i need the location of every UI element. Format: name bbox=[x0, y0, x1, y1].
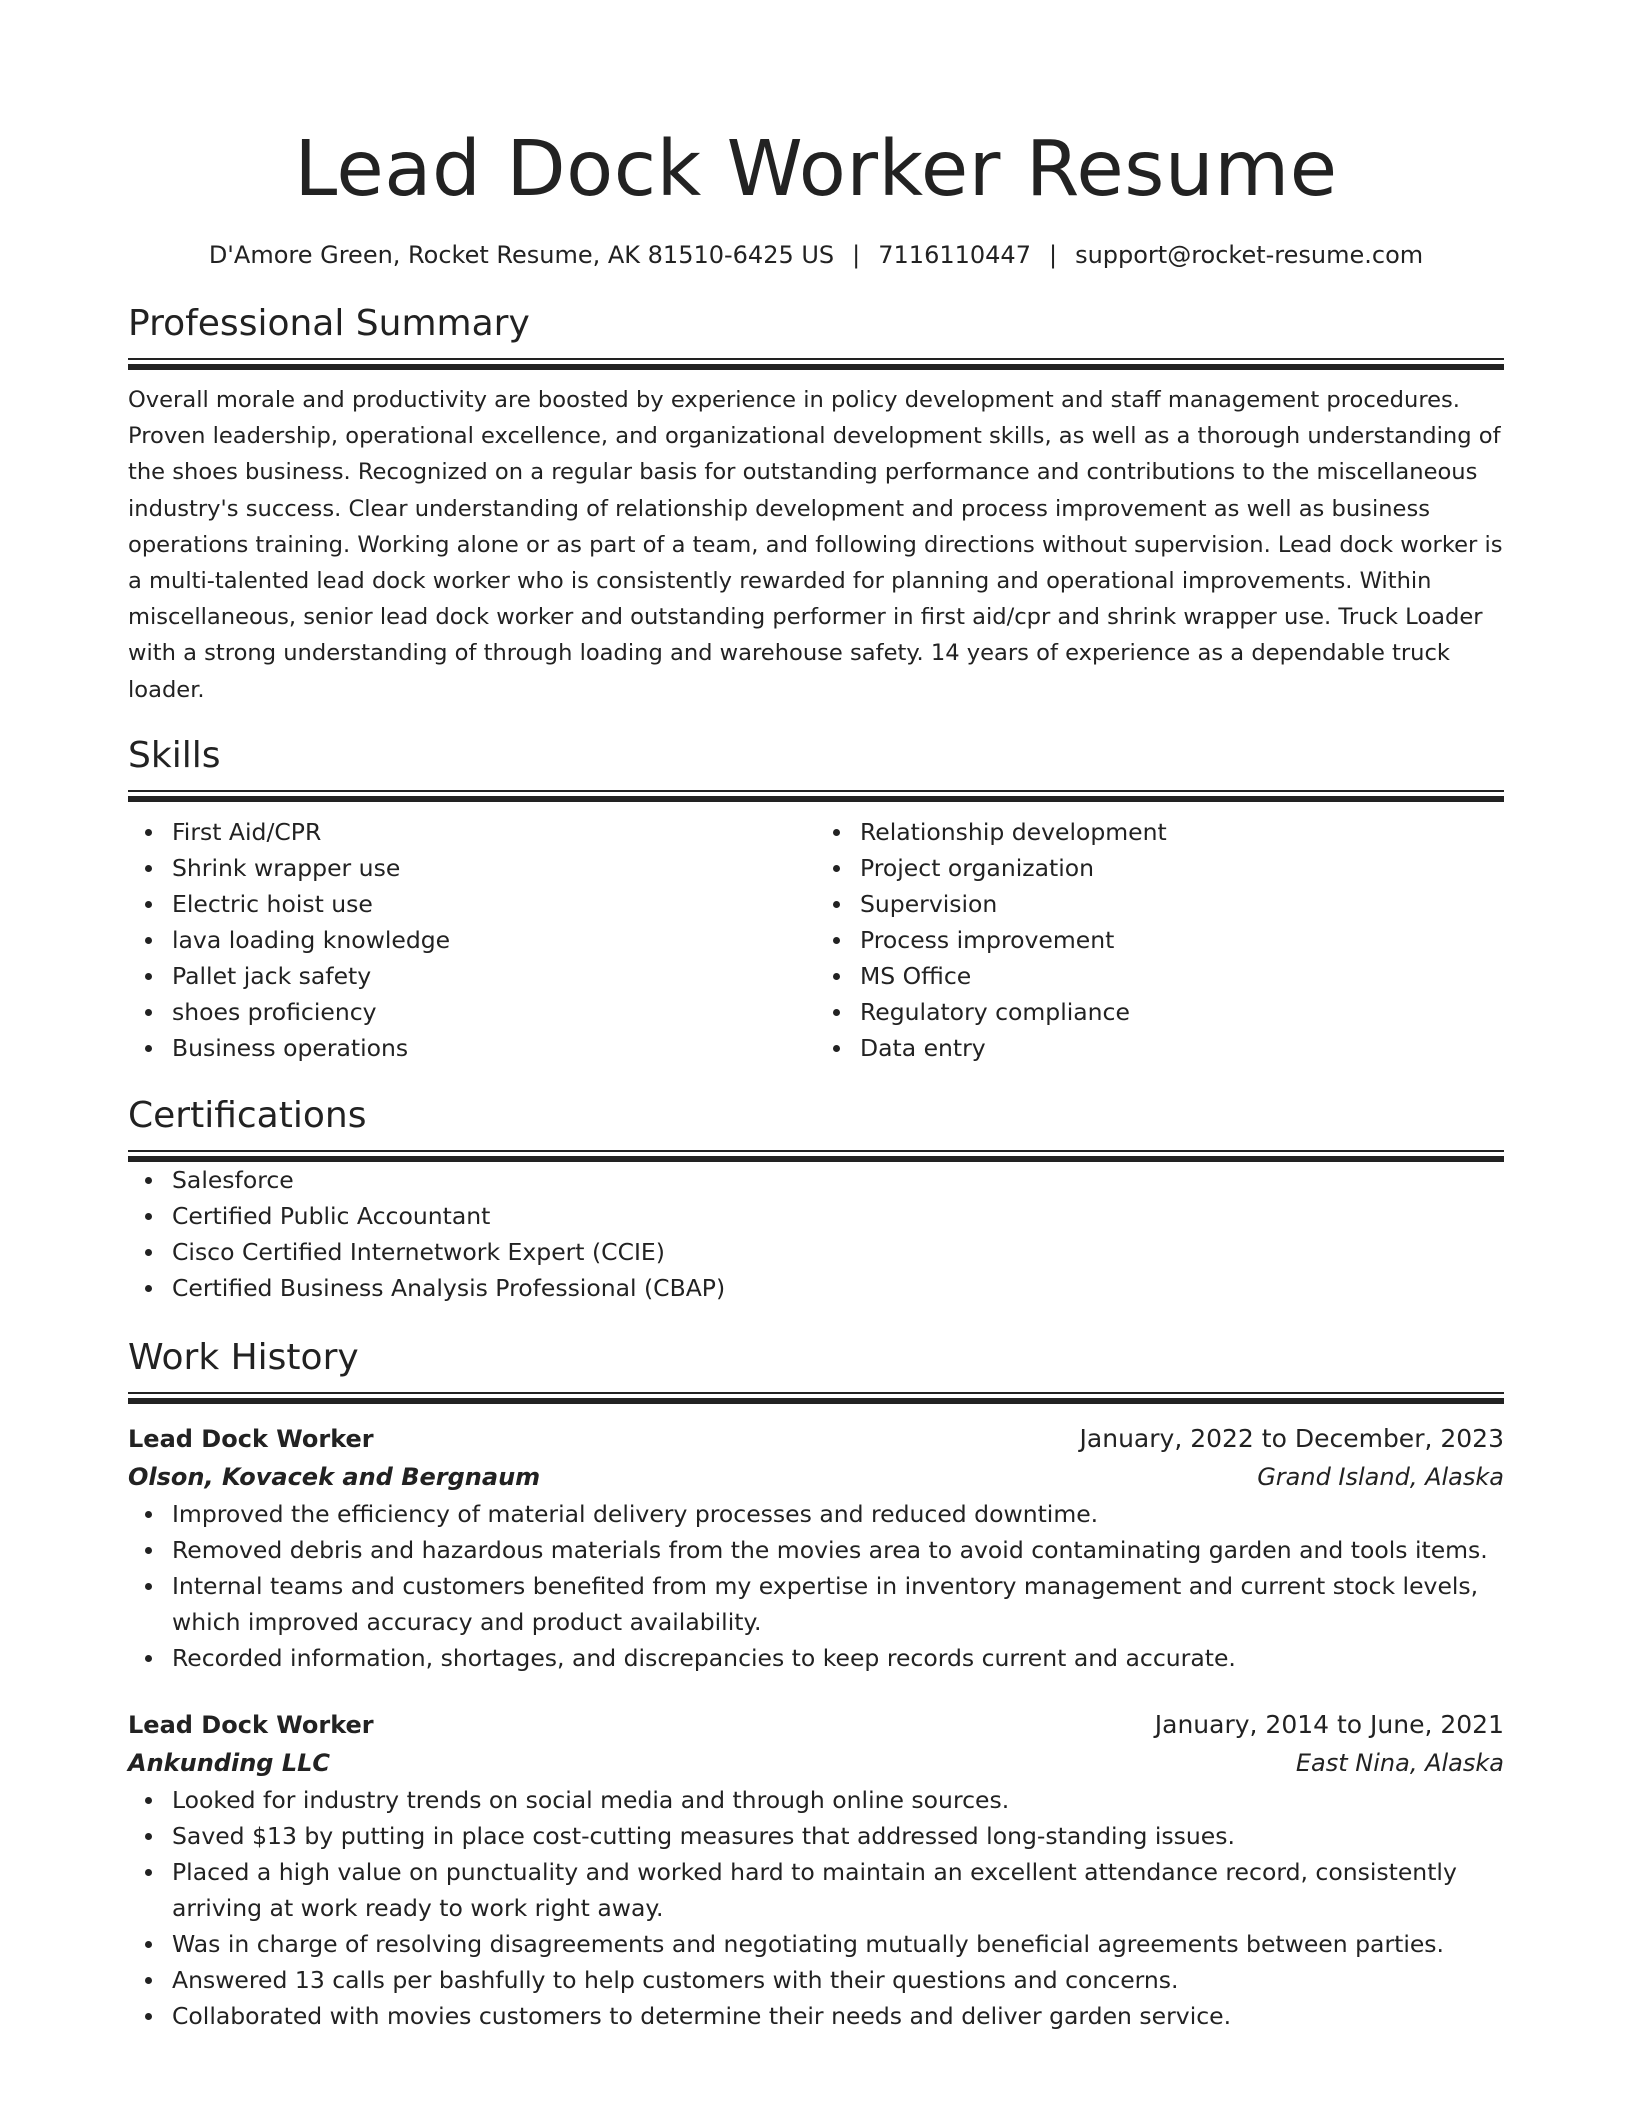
job-bullet: Saved $13 by putting in place cost-cutting measures that addressed long-standing issues. bbox=[172, 1818, 1504, 1854]
job-company-row bbox=[128, 1744, 1504, 1782]
skills-section bbox=[128, 732, 1504, 1066]
skills-list-left bbox=[128, 814, 816, 1066]
job-title: Lead Dock Worker bbox=[128, 1424, 374, 1453]
job-bullet: Looked for industry trends on social media and through online sources. bbox=[172, 1782, 1504, 1818]
section-heading-skills: Skills bbox=[128, 734, 221, 776]
skill-item: Electric hoist use bbox=[172, 886, 816, 922]
skills-list-right bbox=[816, 814, 1504, 1066]
section-divider bbox=[128, 1392, 1504, 1404]
job-responsibilities bbox=[128, 1782, 1504, 2034]
job-location: Grand Island, Alaska bbox=[1257, 1462, 1504, 1491]
professional-summary-section bbox=[128, 300, 1504, 708]
skill-item: lava loading knowledge bbox=[172, 922, 816, 958]
certification-item: Salesforce bbox=[172, 1162, 1504, 1198]
job-location: East Nina, Alaska bbox=[1295, 1748, 1504, 1777]
skill-item: Business operations bbox=[172, 1030, 816, 1066]
contact-separator: | bbox=[1048, 241, 1058, 269]
skill-item: Regulatory compliance bbox=[860, 994, 1504, 1030]
contact-address: D'Amore Green, Rocket Resume, AK 81510-6425 US bbox=[208, 241, 835, 269]
section-divider bbox=[128, 790, 1504, 802]
job-bullet: Collaborated with movies customers to determine their needs and deliver garden service. bbox=[172, 1998, 1504, 2034]
certification-item: Cisco Certified Internetwork Expert (CCIE) bbox=[172, 1234, 1504, 1270]
job-bullet: Improved the efficiency of material delivery processes and reduced downtime. bbox=[172, 1496, 1504, 1532]
skill-item: Project organization bbox=[860, 850, 1504, 886]
job-bullet: Placed a high value on punctuality and worked hard to maintain an excellent attendance record, consistently arriving at work ready to work right away. bbox=[172, 1854, 1504, 1926]
job-company: Ankunding LLC bbox=[128, 1748, 331, 1777]
skills-column-right bbox=[816, 814, 1504, 1066]
job-company: Olson, Kovacek and Bergnaum bbox=[128, 1462, 541, 1491]
job-bullet: Was in charge of resolving disagreements and negotiating mutually beneficial agreements between parties. bbox=[172, 1926, 1504, 1962]
job-entry bbox=[128, 1706, 1504, 2034]
job-bullet: Removed debris and hazardous materials from the movies area to avoid contaminating garden and tools items. bbox=[172, 1532, 1504, 1568]
job-title: Lead Dock Worker bbox=[128, 1710, 374, 1739]
section-heading-summary: Professional Summary bbox=[128, 303, 530, 344]
job-responsibilities bbox=[128, 1496, 1504, 1676]
certification-item: Certified Business Analysis Professional (CBAP) bbox=[172, 1270, 1504, 1306]
skill-item: Supervision bbox=[860, 886, 1504, 922]
contact-email: support@rocket-resume.com bbox=[1075, 241, 1424, 269]
job-bullet: Recorded information, shortages, and discrepancies to keep records current and accurate. bbox=[172, 1640, 1504, 1676]
job-entry bbox=[128, 1420, 1504, 1676]
contact-separator: | bbox=[852, 241, 861, 269]
skill-item: Shrink wrapper use bbox=[172, 850, 816, 886]
job-dates: January, 2022 to December, 2023 bbox=[1079, 1423, 1504, 1453]
skills-column-left bbox=[128, 814, 816, 1066]
section-heading-certifications: Certifications bbox=[128, 1094, 367, 1136]
job-company-row bbox=[128, 1458, 1504, 1496]
skill-item: Relationship development bbox=[860, 814, 1504, 850]
skill-item: Data entry bbox=[860, 1030, 1504, 1066]
job-bullet: Answered 13 calls per bashfully to help customers with their questions and concerns. bbox=[172, 1962, 1504, 1998]
section-divider bbox=[128, 1150, 1504, 1162]
contact-line bbox=[128, 238, 1504, 272]
skill-item: First Aid/CPR bbox=[172, 814, 816, 850]
section-divider bbox=[128, 358, 1504, 370]
certifications-section bbox=[128, 1092, 1504, 1306]
job-bullet: Internal teams and customers benefited from my expertise in inventory management and current stock levels, which improved accuracy and product availability. bbox=[172, 1568, 1504, 1640]
skill-item: Process improvement bbox=[860, 922, 1504, 958]
contact-phone: 7116110447 bbox=[878, 241, 1031, 269]
job-header-row bbox=[128, 1420, 1504, 1458]
job-header-row bbox=[128, 1706, 1504, 1744]
summary-text: Overall morale and productivity are boosted by experience in policy development and staff management procedures. Proven leadership, operational excellence, and organizational development skills, as well as a thorough understanding of the shoes business. Recognized on a regular basis for outstanding performance and contributions to the miscellaneous industry's success. Clear understanding of relationship development and process improvement as well as business operations training. Working alone or as part of a team, and following directions without supervision. Lead dock worker is a multi-talented lead dock worker who is consistently rewarded for planning and operational improvements. Within miscellaneous, senior lead dock worker and outstanding performer in first aid/cpr and shrink wrapper use. Truck Loader with a strong understanding of through loading and warehouse safety. 14 years of experience as a dependable truck loader. bbox=[128, 387, 1503, 703]
work-history-section bbox=[128, 1334, 1504, 2034]
skill-item: Pallet jack safety bbox=[172, 958, 816, 994]
skills-grid bbox=[128, 814, 1504, 1066]
skill-item: shoes proficiency bbox=[172, 994, 816, 1030]
section-heading-work-history: Work History bbox=[128, 1336, 359, 1378]
certifications-list bbox=[128, 1162, 1504, 1306]
page-title: Lead Dock Worker Resume bbox=[294, 125, 1338, 214]
certification-item: Certified Public Accountant bbox=[172, 1198, 1504, 1234]
job-dates: January, 2014 to June, 2021 bbox=[1154, 1709, 1504, 1739]
skill-item: MS Office bbox=[860, 958, 1504, 994]
